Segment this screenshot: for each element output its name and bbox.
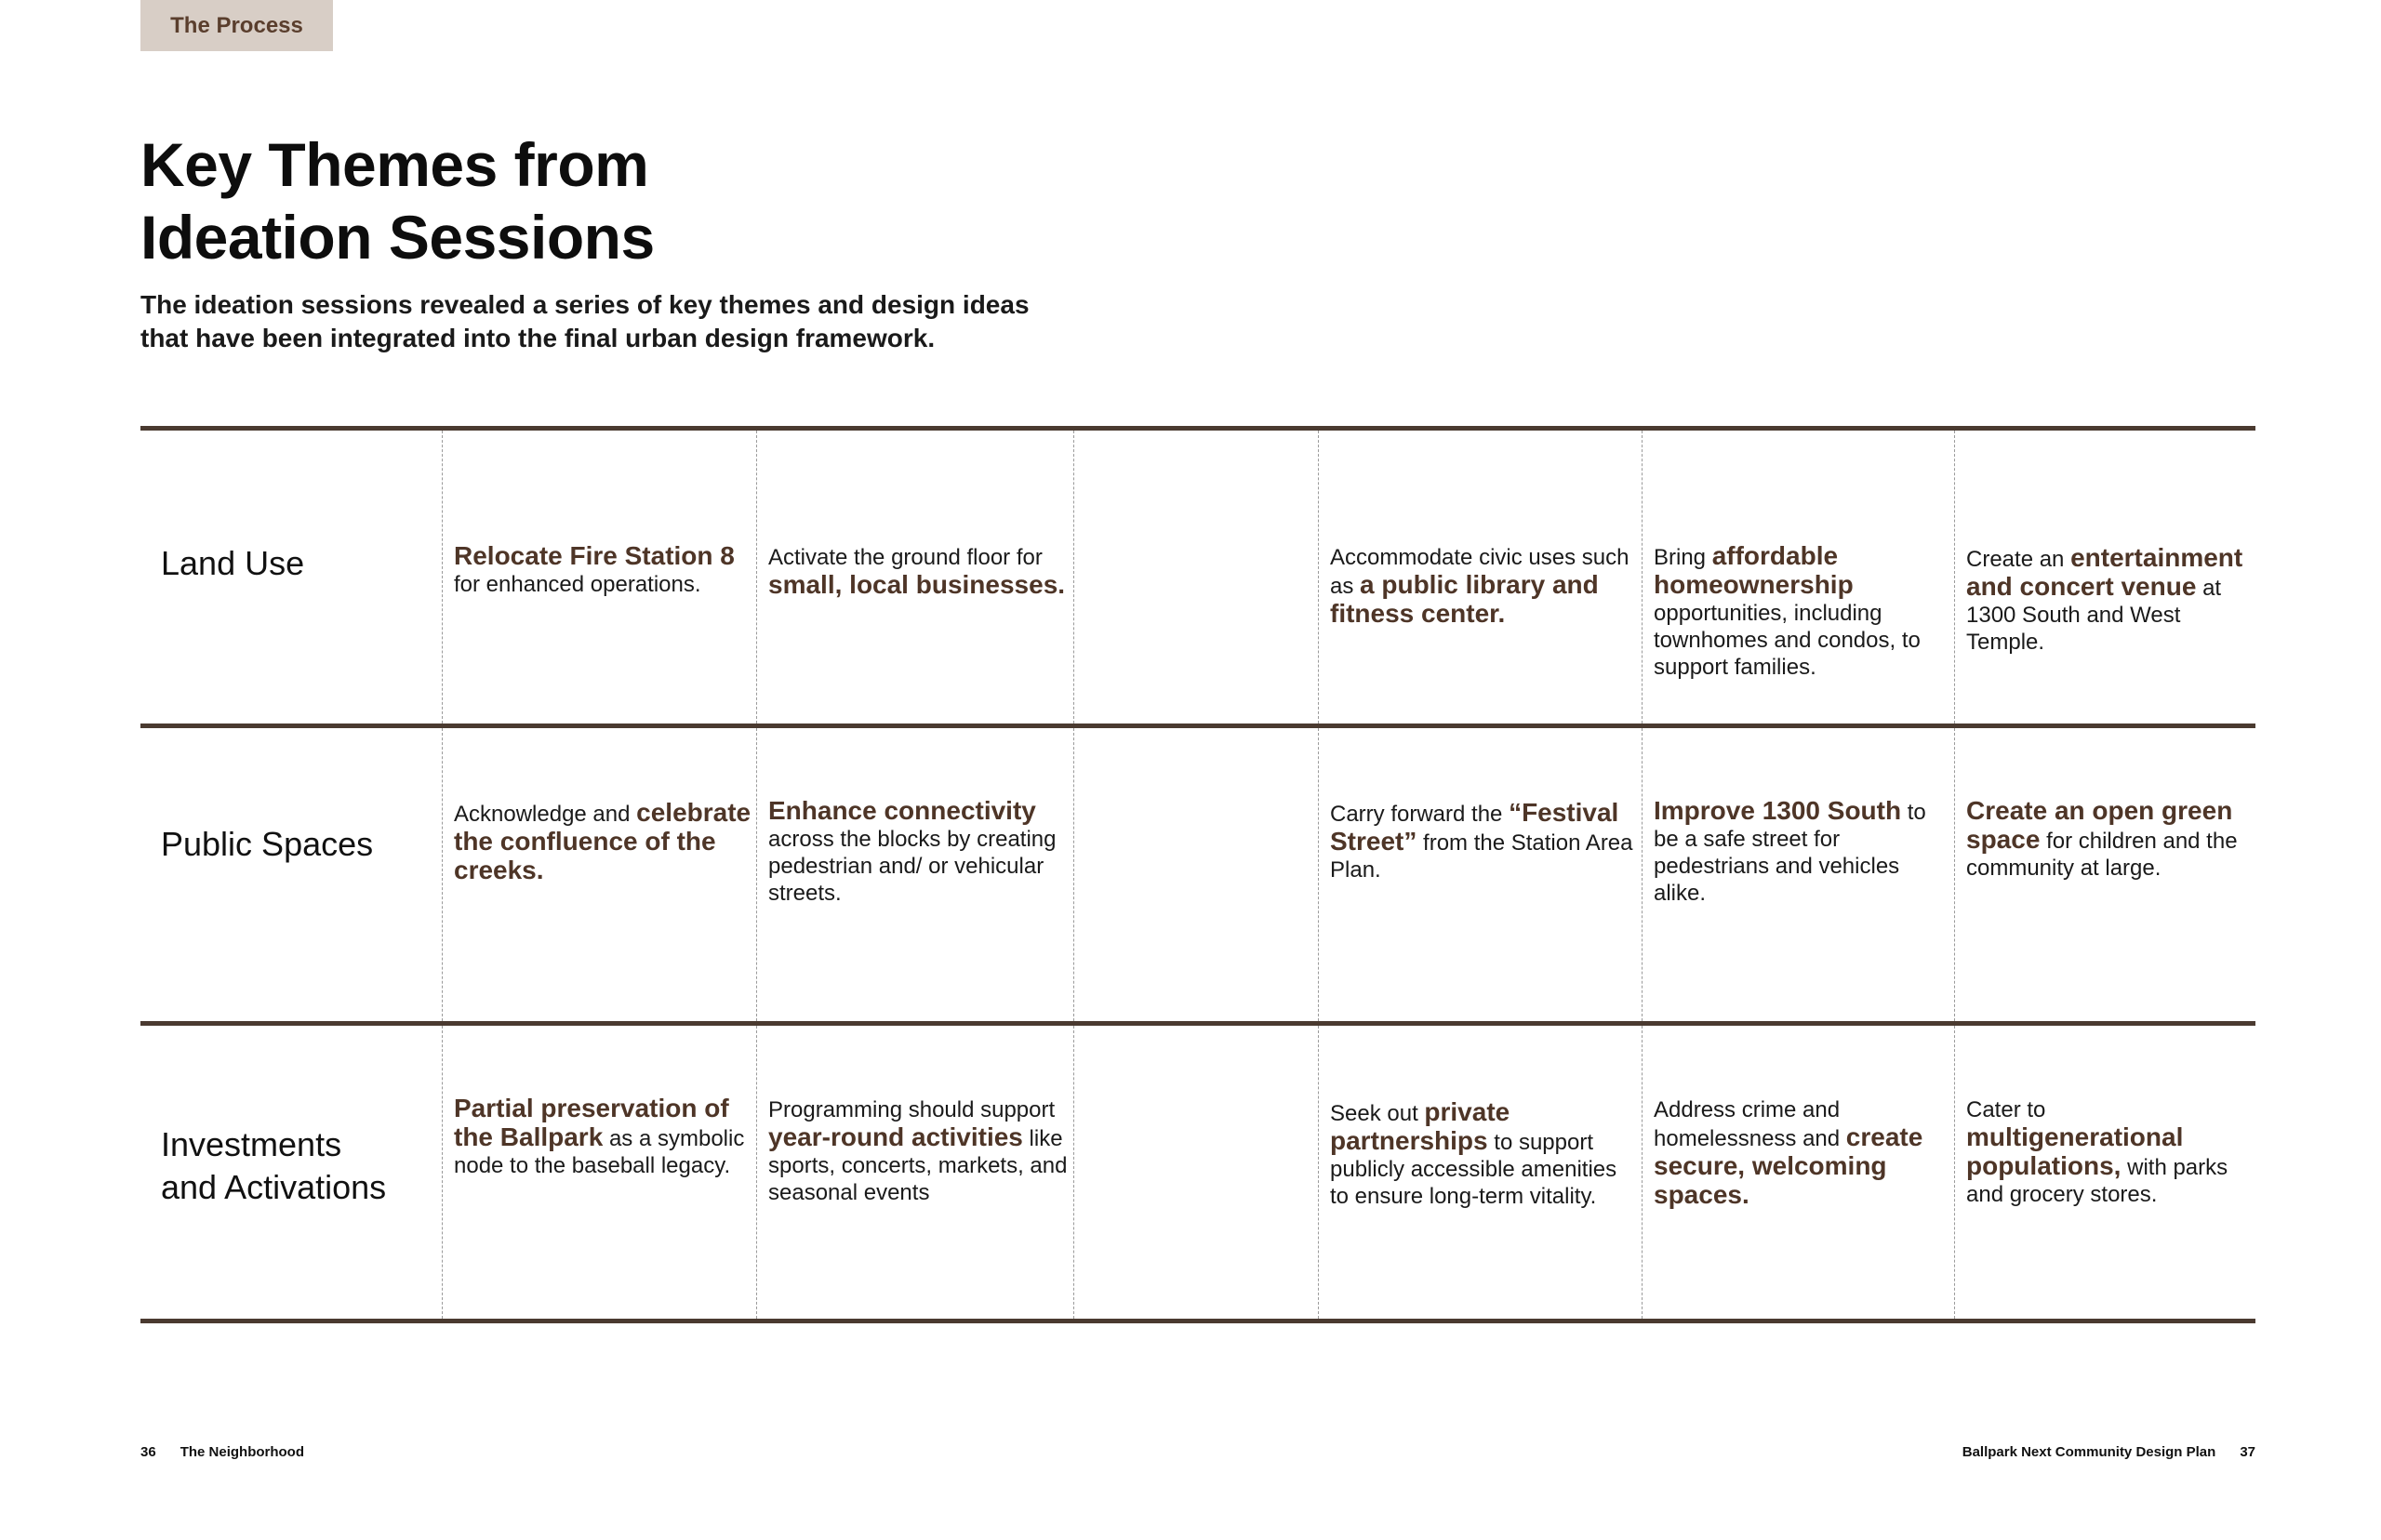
theme-cell-empty (1073, 1026, 1318, 1319)
theme-cell (756, 728, 1073, 1021)
body-text: Activate the ground floor for (768, 545, 1043, 570)
body-text: Create an (1966, 547, 2071, 572)
body-text: as a symbolic node to the baseball legacy. (454, 1126, 745, 1178)
highlight-text: private partnerships (1330, 1097, 1510, 1155)
footer-section-title: The Neighborhood (180, 1444, 305, 1460)
body-text: Acknowledge and (454, 802, 637, 827)
row-label (161, 542, 304, 585)
cell-text (1966, 797, 2252, 882)
row-label-line: and Activations (161, 1168, 387, 1206)
intro-line: that have been integrated into the final urban design framework. (140, 324, 936, 352)
highlight-text: small, local businesses. (768, 570, 1066, 599)
cell-text (1654, 542, 1950, 681)
theme-cell (1954, 1026, 2255, 1319)
highlight-text: year-round activities (768, 1122, 1023, 1151)
page-title (140, 128, 1071, 273)
theme-cell-empty (1073, 728, 1318, 1021)
theme-cell (756, 431, 1073, 724)
row-label-line: Land Use (161, 544, 305, 582)
body-text: Carry forward the (1330, 802, 1510, 827)
intro-line: The ideation sessions revealed a series of key themes and design ideas (140, 290, 1030, 319)
highlight-text: celebrate the confluence of the creeks. (454, 798, 752, 884)
cell-text (768, 1096, 1070, 1206)
body-text: like sports, concerts, markets, and seasonal events (768, 1126, 1068, 1205)
cell-text (1966, 1096, 2252, 1208)
cell-text (454, 1095, 752, 1179)
body-text: to be a safe street for pedestrians and vehicles alike. (1654, 800, 1926, 906)
theme-cell (442, 728, 756, 1021)
cell-text (1330, 1098, 1638, 1210)
highlight-text: multigenerational populations, (1966, 1122, 2184, 1180)
row-label (161, 1123, 386, 1209)
highlight-text: “Festival Street” (1330, 798, 1619, 856)
body-text: across the blocks by creating pedestrian and/ or vehicular streets. (768, 827, 1057, 906)
cell-text (1330, 544, 1638, 629)
footer-left (140, 1444, 328, 1460)
body-text: for children and the community at large. (1966, 829, 2238, 881)
cell-text (1330, 799, 1638, 883)
theme-row-public-spaces (140, 724, 2255, 1021)
highlight-text: Enhance connectivity (768, 796, 1036, 825)
body-text: to support publicly accessible amenities to ensure long-term vitality. (1330, 1130, 1617, 1209)
highlight-text: a public library and fitness center. (1330, 570, 1599, 628)
theme-cell (1954, 728, 2255, 1021)
theme-row-land-use (140, 426, 2255, 724)
theme-cell-empty (1073, 431, 1318, 724)
footer-document-title: Ballpark Next Community Design Plan (1962, 1444, 2216, 1460)
row-label-line: Investments (161, 1125, 342, 1163)
body-text: from the Station Area Plan. (1330, 830, 1633, 883)
intro-paragraph (140, 288, 1117, 355)
highlight-text: entertainment and concert venue (1966, 543, 2243, 601)
theme-cell (442, 431, 756, 724)
body-text: Bring (1654, 545, 1712, 570)
body-text: Accommodate civic uses such as (1330, 545, 1629, 599)
body-text: Cater to (1966, 1097, 2046, 1122)
page-number-left: 36 (140, 1444, 156, 1460)
page-number-right: 37 (2240, 1444, 2255, 1460)
highlight-text: Partial preservation of the Ballpark (454, 1094, 729, 1151)
cell-text (1966, 544, 2252, 656)
theme-cell (1318, 1026, 1642, 1319)
page-title-line: Ideation Sessions (140, 203, 655, 272)
highlight-text: affordable homeownership (1654, 541, 1854, 599)
theme-row-investments (140, 1021, 2255, 1323)
row-label (161, 823, 373, 866)
cell-text (768, 544, 1070, 600)
theme-cell (1318, 728, 1642, 1021)
cell-text (768, 797, 1070, 907)
section-tab: The Process (140, 0, 333, 51)
cell-text (454, 542, 752, 598)
body-text: with parks and grocery stores. (1966, 1155, 2228, 1207)
footer-right (1938, 1444, 2255, 1460)
theme-cell (1642, 1026, 1954, 1319)
body-text: Programming should support (768, 1097, 1056, 1122)
theme-cell (1642, 728, 1954, 1021)
body-text: opportunities, including townhomes and condos, to support families. (1654, 601, 1921, 680)
theme-cell (756, 1026, 1073, 1319)
highlight-text: Improve 1300 South (1654, 796, 1902, 825)
theme-cell (1642, 431, 1954, 724)
cell-text (1654, 797, 1950, 907)
theme-cell (442, 1026, 756, 1319)
highlight-text: Relocate Fire Station 8 (454, 541, 735, 570)
theme-cell (1954, 431, 2255, 724)
body-text: Seek out (1330, 1101, 1425, 1126)
body-text: Address crime and homelessness and (1654, 1097, 1846, 1151)
body-text: for enhanced operations. (454, 572, 701, 597)
row-label-line: Public Spaces (161, 825, 374, 863)
cell-text (1654, 1096, 1950, 1210)
body-text: at 1300 South and West Temple. (1966, 576, 2222, 655)
highlight-text: Create an open green space (1966, 796, 2233, 854)
cell-text (454, 799, 752, 885)
themes-table (140, 426, 2255, 1323)
page-title-line: Key Themes from (140, 130, 649, 199)
theme-cell (1318, 431, 1642, 724)
highlight-text: create secure, welcoming spaces. (1654, 1122, 1923, 1209)
